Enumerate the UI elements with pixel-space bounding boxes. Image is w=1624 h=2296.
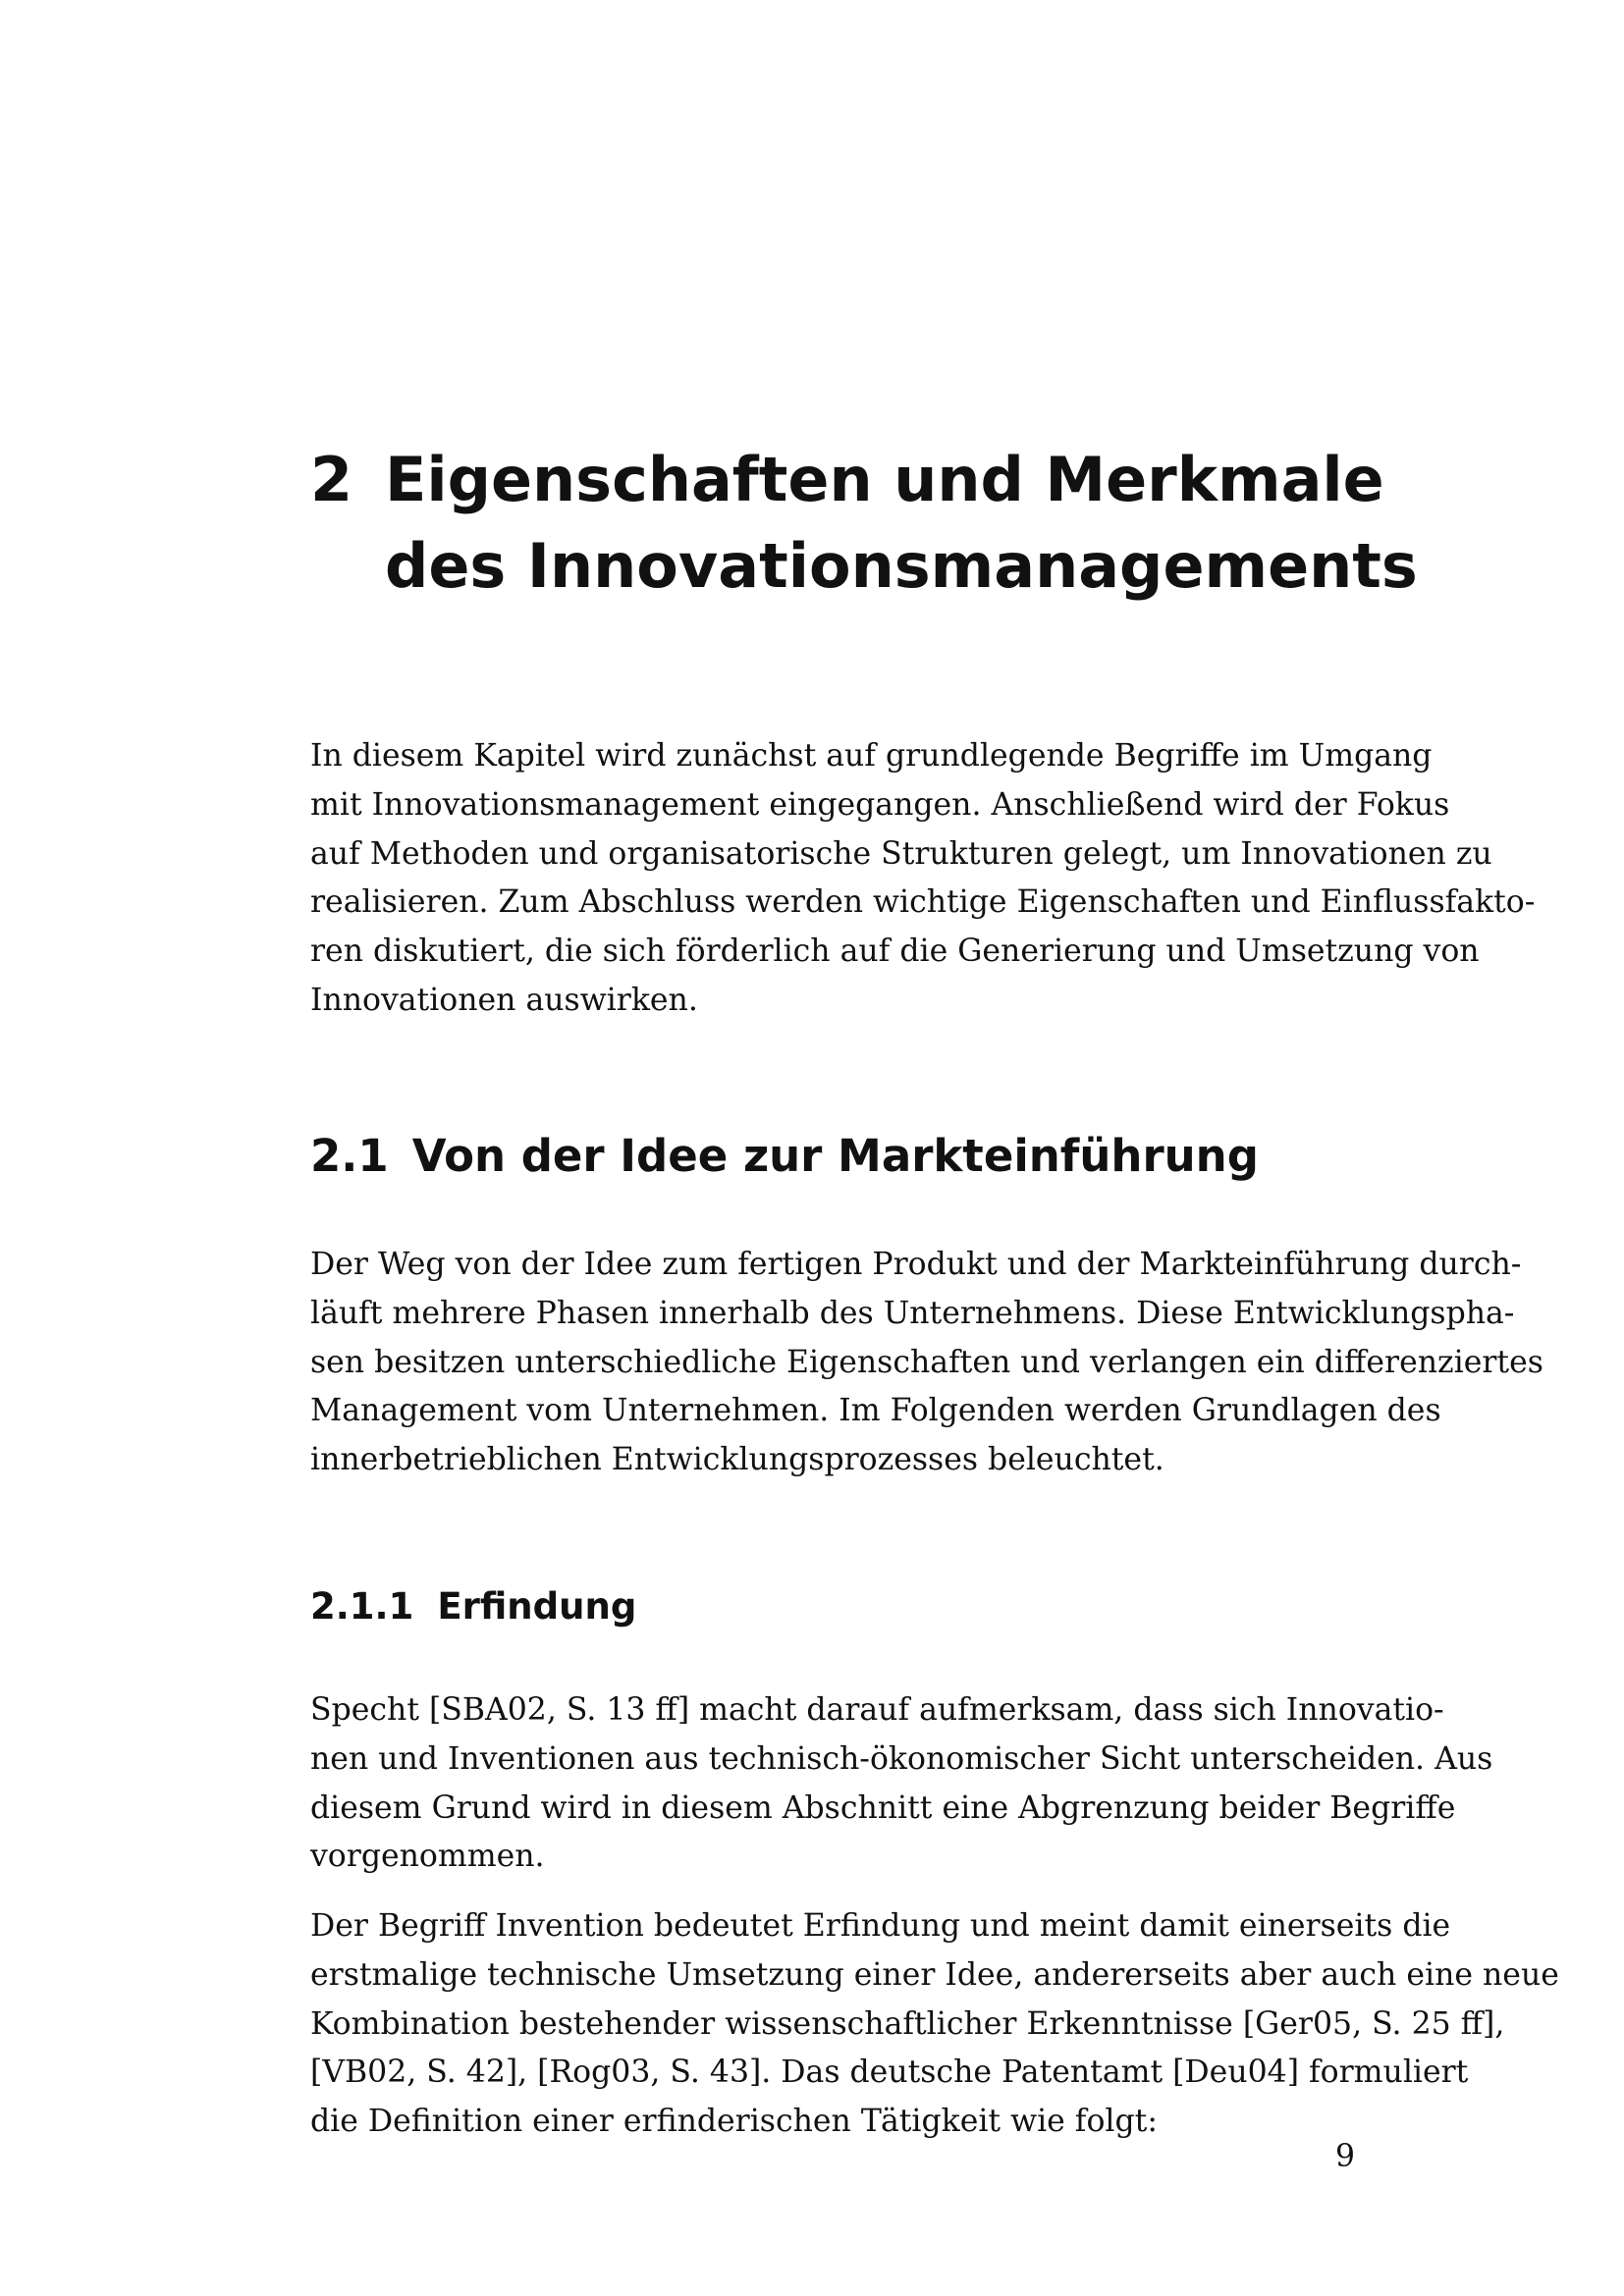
text-line: mit Innovationsmanagement eingegangen. Anschließend wird der Fokus	[310, 786, 1450, 823]
section-number: 2.1	[310, 1130, 389, 1182]
subsection-number: 2.1.1	[310, 1585, 414, 1628]
subsection-title-text: Erfindung	[437, 1585, 637, 1628]
chapter-title-line-1: Eigenschaften und Merkmale	[385, 444, 1384, 515]
text-line: vorgenommen.	[310, 1839, 545, 1875]
text-line: Der Weg von der Idee zum fertigen Produkt und der Markteinführung durch-	[310, 1247, 1522, 1282]
text-line: auf Methoden und organisatorische Strukturen gelegt, um Innovationen zu	[310, 835, 1492, 872]
text-line: diesem Grund wird in diesem Abschnitt eine Abgrenzung beider Begriffe	[310, 1789, 1456, 1826]
subsection-heading-2-1-1	[310, 1582, 1390, 1631]
section-title-text: Von der Idee zur Markteinführung	[411, 1130, 1259, 1182]
text-line: nen und Inventionen aus technisch-ökonomischer Sicht unterscheiden. Aus	[310, 1740, 1493, 1777]
section-2-1-1-paragraph-2	[310, 1902, 1559, 2147]
section-2-1-1-paragraph-1	[310, 1686, 1493, 1882]
intro-paragraph	[310, 732, 1536, 1026]
text-line: Specht [SBA02, S. 13 ff] macht darauf aufmerksam, dass sich Innovatio-	[310, 1692, 1444, 1728]
text-line: Management vom Unternehmen. Im Folgenden werden Grundlagen des	[310, 1393, 1441, 1429]
text-line: die Definition einer erfinderischen Tätigkeit wie folgt:	[310, 2104, 1158, 2140]
text-line: In diesem Kapitel wird zunächst auf grundlegende Begriffe im Umgang	[310, 738, 1433, 774]
section-2-1-paragraph	[310, 1241, 1543, 1485]
text-line: sen besitzen unterschiedliche Eigenschaften und verlangen ein differenziertes	[310, 1344, 1543, 1380]
text-line: Innovationen auswirken.	[310, 982, 698, 1018]
chapter-title-line-2: des Innovationsmanagements	[385, 530, 1418, 602]
section-heading-2-1	[310, 1127, 1390, 1186]
text-line: realisieren. Zum Abschluss werden wichtige Eigenschaften und Einflussfakto-	[310, 884, 1536, 921]
text-line: [VB02, S. 42], [Rog03, S. 43]. Das deutsche Patentamt [Deu04] formuliert	[310, 2055, 1469, 2091]
text-line: Der Begriff Invention bedeutet Erfindung und meint damit einerseits die	[310, 1908, 1451, 1944]
text-line: Kombination bestehender wissenschaftlicher Erkenntnisse [Ger05, S. 25 ff],	[310, 2005, 1505, 2042]
text-line: erstmalige technische Umsetzung einer Idee, andererseits aber auch eine neue	[310, 1956, 1559, 1993]
text-line: ren diskutiert, die sich förderlich auf die Generierung und Umsetzung von	[310, 934, 1480, 970]
page-number: 9	[1334, 2139, 1355, 2174]
chapter-number: 2	[310, 444, 353, 515]
text-line: innerbetrieblichen Entwicklungsprozesses beleuchtet.	[310, 1442, 1164, 1478]
text-line: läuft mehrere Phasen innerhalb des Unternehmens. Diese Entwicklungspha-	[310, 1295, 1515, 1331]
